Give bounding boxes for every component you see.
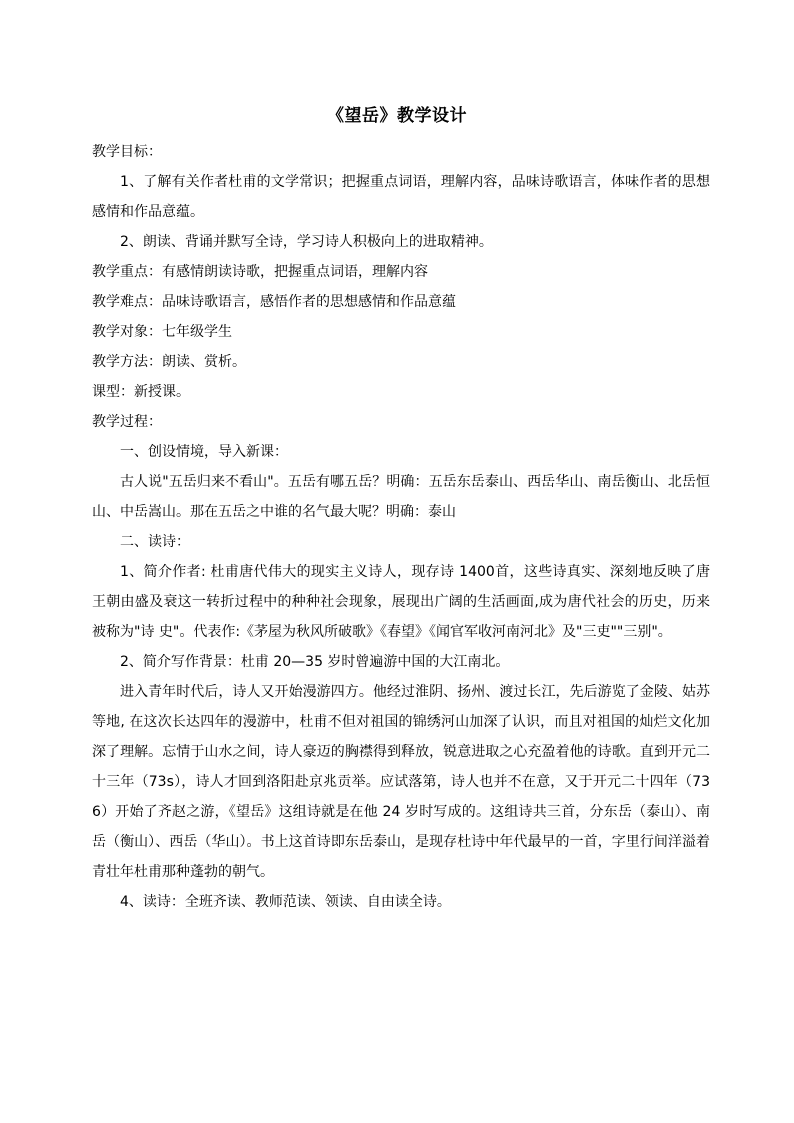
document-paragraph: 古人说"五岳归来不看山"。五岳有哪五岳？明确：五岳东岳泰山、西岳华山、南岳衡山、北岳恒山、中岳嵩山。那在五岳之中谁的名气最大呢？明确：泰山 (92, 474, 710, 520)
document-paragraph: 4、读诗：全班齐读、教师范读、领读、自由读全诗。 (120, 894, 451, 910)
document-paragraph: 教学方法：朗读、赏析。 (92, 354, 246, 370)
document-paragraph: 教学难点：品味诗歌语言，感悟作者的思想感情和作品意蕴 (92, 294, 456, 310)
document-paragraph: 进入青年时代后，诗人又开始漫游四方。他经过淮阴、扬州、渡过长江，先后游览了金陵、姑苏等地, 在这次长达四年的漫游中，杜甫不但对祖国的锦绣河山加深了认识，而且对祖国的灿烂文化加深了理解。忘情于山水之间，诗人豪迈的胸襟得到释放，锐意进取之心充盈着他的诗歌。直到开元二十三年（73s），诗人才回到洛阳赴京兆贡举。应试落第，诗人也并不在意，又于开元二十四年（736）开始了齐赵之游，《望岳》这组诗就是在他 24 岁时写成的。这组诗共三首，分东岳（泰山）、南岳（衡山）、西岳（华山）。书上这首诗即东岳泰山，是现存杜诗中年代最早的一首，字里行间洋溢着青壮年杜甫那种蓬勃的朝气。 (92, 684, 710, 880)
document-paragraph: 2、简介写作背景：杜甫 20—35 岁时曾遍游中国的大江南北。 (120, 654, 510, 670)
document-body (92, 137, 710, 917)
document-paragraph: 1、简介作者: 杜甫唐代伟大的现实主义诗人，现存诗 1400首，这些诗真实、深刻地反映了唐王朝由盛及衰这一转折过程中的种种社会现象，展现出广阔的生活画面,成为唐代社会的历史，历来被称为"诗 史"。代表作:《茅屋为秋风所破歌》《春望》《闻官军收河南河北》及"三吏""三别"。 (92, 564, 710, 640)
document-paragraph: 2、朗读、背诵并默写全诗，学习诗人积极向上的进取精神。 (120, 234, 493, 250)
document-paragraph: 教学目标： (92, 144, 162, 160)
document-paragraph: 课型：新授课。 (92, 384, 190, 400)
document-paragraph: 二、读诗： (120, 534, 190, 550)
document-paragraph: 教学过程： (92, 414, 162, 430)
document-paragraph: 教学对象：七年级学生 (92, 324, 232, 340)
document-paragraph: 教学重点：有感情朗读诗歌，把握重点词语，理解内容 (92, 264, 428, 280)
document-title: 《望岳》教学设计 (327, 106, 467, 126)
document-paragraph: 1、了解有关作者杜甫的文学常识；把握重点词语，理解内容，品味诗歌语言，体味作者的思想感情和作品意蕴。 (92, 174, 710, 220)
document-paragraph: 一、创设情境，导入新课： (120, 444, 288, 460)
